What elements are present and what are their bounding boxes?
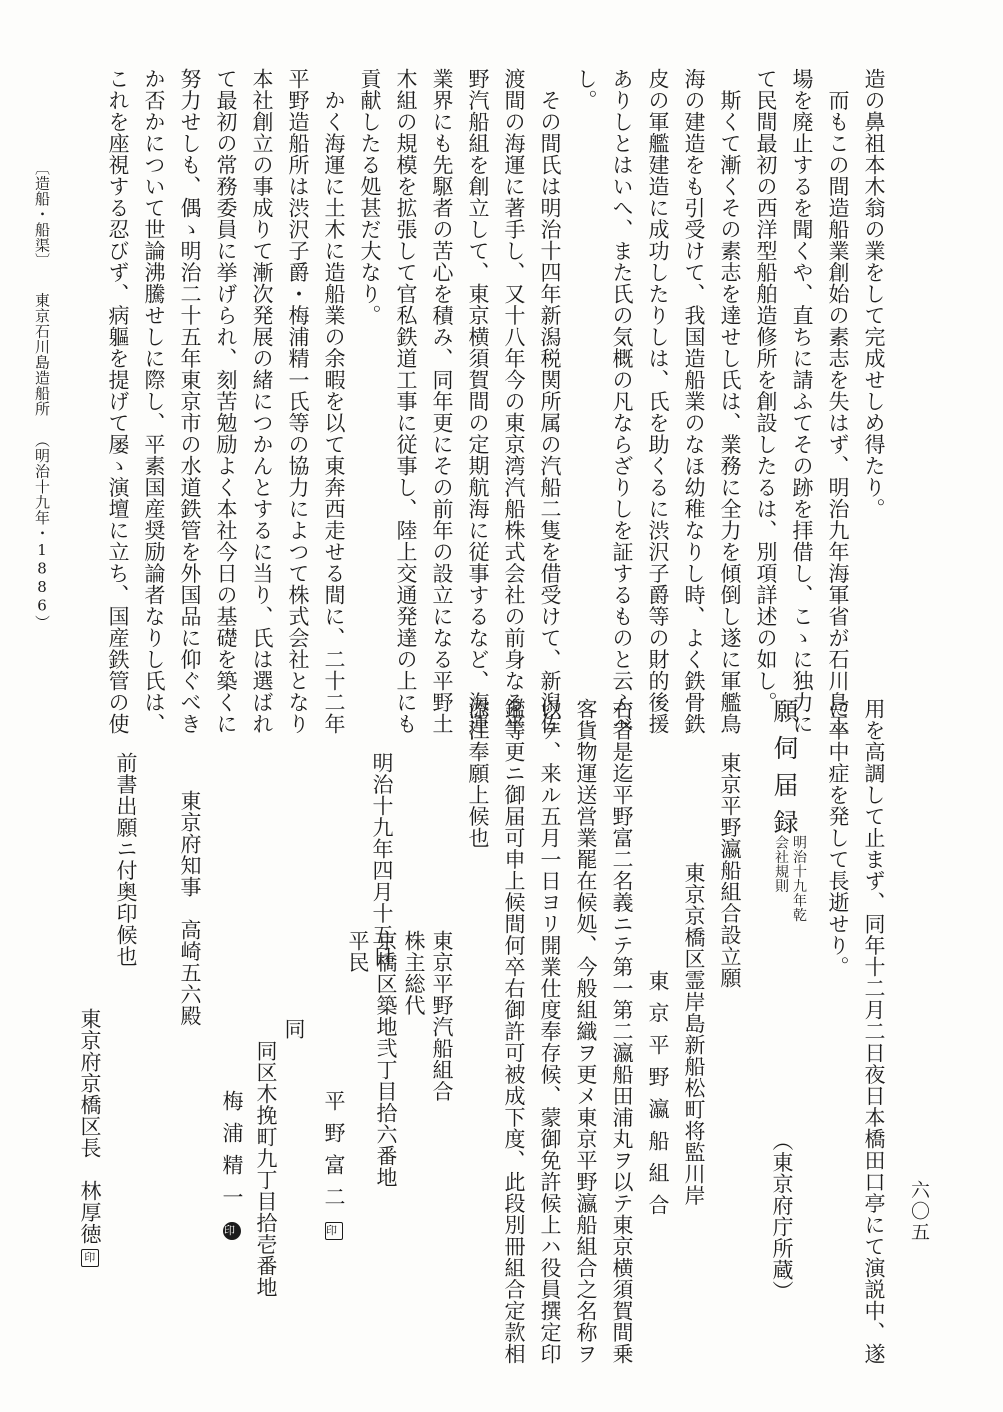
address-2: 京橋区築地弐丁目拾六番地 xyxy=(374,930,398,1188)
source-note: （東京府庁所蔵） xyxy=(770,1130,794,1302)
petition-body-line: 客貨物運送営業罷在候処、今般組織ヲ更メ東京平野瀛船組合之名称ヲ xyxy=(574,698,598,1365)
endorsement-line: 前書出願ニ付奥印候也 xyxy=(114,752,138,967)
same-label: 同 xyxy=(282,1018,306,1040)
petition-body-line: 右者是迄平野富二名義ニテ第一第二瀛船田浦丸ヲ以テ東京横須賀間乗 xyxy=(610,698,634,1365)
name-umeura xyxy=(213,1090,251,1240)
text-column: 而もこの間造船業創始の素志を失はず、明治九年海軍省が石川島工 xyxy=(826,68,850,735)
address-3: 同区木挽町九丁目拾壱番地 xyxy=(254,1040,278,1298)
address-1: 東京京橋区霊岸島新船松町将監川岸 xyxy=(682,862,706,1206)
place-label: 東京石川島造船所 xyxy=(33,292,51,417)
ward-chief-line xyxy=(71,1008,109,1267)
name-hirano xyxy=(315,1090,353,1240)
text-column: 平野造船所は渋沢子爵・梅浦精一氏等の協力によつて株式会社となり xyxy=(286,68,310,735)
category-header xyxy=(32,160,52,631)
text-column: て民間最初の西洋型船舶造修所を創設したるは、別項詳述の如し。 xyxy=(754,68,778,713)
text-column: 本社創立の事成りて漸次発展の緒につかんとするに当り、氏は選ばれ xyxy=(250,68,274,735)
org-2: 東京平野汽船組合 xyxy=(430,930,454,1102)
category-label: 〔造船・船渠〕 xyxy=(33,160,51,269)
text-column: 木組の規模を拡張して官私鉄道工事に従事し、陸上交通発達の上にも xyxy=(394,68,418,735)
text-column: に卒中症を発して長逝せり。 xyxy=(826,698,850,978)
text-column: これを座視する忍びず、病軀を提げて屡ゝ演壇に立ち、国産鉄管の使 xyxy=(106,68,130,735)
text-column: ありしとはいへ、また氏の気概の凡ならざりしを証するものと云ふべ xyxy=(610,68,634,735)
text-column: 造の鼻祖本木翁の業をして完成せしめ得たり。 xyxy=(862,68,886,520)
text-column: 努力せしも、偶ゝ明治二十五年東京市の水道鉄管を外国品に仰ぐべき xyxy=(178,68,202,735)
text-column: 海の建造をも引受けて、我国造船業のなほ幼稚なりし時、よく鉄骨鉄 xyxy=(682,68,706,735)
petition-body-line: 添江奉願上候也 xyxy=(466,698,490,849)
text-column: 野汽船組を創立して、東京横須賀間の定期航海に従事するなど、海運 xyxy=(466,68,490,735)
petition-body-line: 鑑等更ニ御届可申上候間何卒右御許可被成下度、此段別冊組合定款相 xyxy=(502,698,526,1365)
section-sub-2: 明治十九年乾 xyxy=(791,835,807,922)
petition-body-line: 以テ、来ル五月一日ヨリ開業仕度奉存候、蒙御免許候上ハ役員撰定印 xyxy=(538,698,562,1365)
text-column: 貢献したる処甚だ大なり。 xyxy=(358,68,382,326)
seal-icon: 印 xyxy=(81,1249,99,1267)
page-number: 六〇五 xyxy=(908,1180,930,1243)
seal-icon: 印 xyxy=(223,1222,241,1240)
governor-line: 東京府知事 高崎五六殿 xyxy=(178,790,202,1027)
name-hirano-text: 平野富二 xyxy=(322,1090,346,1218)
text-column: かく海運に土木に造船業の余暇を以て東奔西走せる間に、二十二年 xyxy=(322,68,346,735)
text-column: か否かについて世論沸騰せしに際し、平素国産奨励論者なりし氏は、 xyxy=(142,68,166,735)
text-column: 皮の軍艦建造に成功したりしは、氏を助くるに渋沢子爵等の財的後援 xyxy=(646,68,670,735)
org-1: 東京平野瀛船組合 xyxy=(646,970,670,1226)
section-title: 願伺届録 xyxy=(770,698,799,846)
petition-date: 明治十九年四月十五日 xyxy=(370,752,394,967)
class-label: 平民 xyxy=(346,930,370,973)
seal-icon: 印 xyxy=(325,1222,343,1240)
petition-title: 東京平野瀛船組合設立願 xyxy=(718,752,742,989)
text-column: 斯くて漸くその素志を達せし氏は、業務に全力を傾倒し遂に軍艦鳥 xyxy=(718,68,742,735)
text-column: 用を高調して止まず、同年十二月二日夜日本橋田口亭にて演説中、遂 xyxy=(862,698,886,1365)
rep-label: 株主総代 xyxy=(402,930,426,1016)
name-umeura-text: 梅浦精一 xyxy=(220,1090,244,1218)
section-sub-1: 会社規則 xyxy=(773,835,789,893)
text-column: その間氏は明治十四年新潟税関所属の汽船二隻を借受けて、新潟佐 xyxy=(538,68,562,735)
text-column: し。 xyxy=(574,68,598,111)
text-column: て最初の常務委員に挙げられ、刻苦勉励よく本社今日の基礎を築くに xyxy=(214,68,238,735)
ward-chief-text: 東京府京橋区長 林厚徳 xyxy=(78,1008,102,1245)
text-column: 業界にも先駆者の苦心を積み、同年更にその前年の設立になる平野土 xyxy=(430,68,454,735)
text-column: 場を廃止するを聞くや、直ちに請ふてその跡を拝借し、こゝに独力に xyxy=(790,68,814,735)
year-label: （明治十九年・1886） xyxy=(33,432,51,631)
text-column: 渡間の海運に著手し、又十八年今の東京湾汽船株式会社の前身なる平 xyxy=(502,68,526,735)
